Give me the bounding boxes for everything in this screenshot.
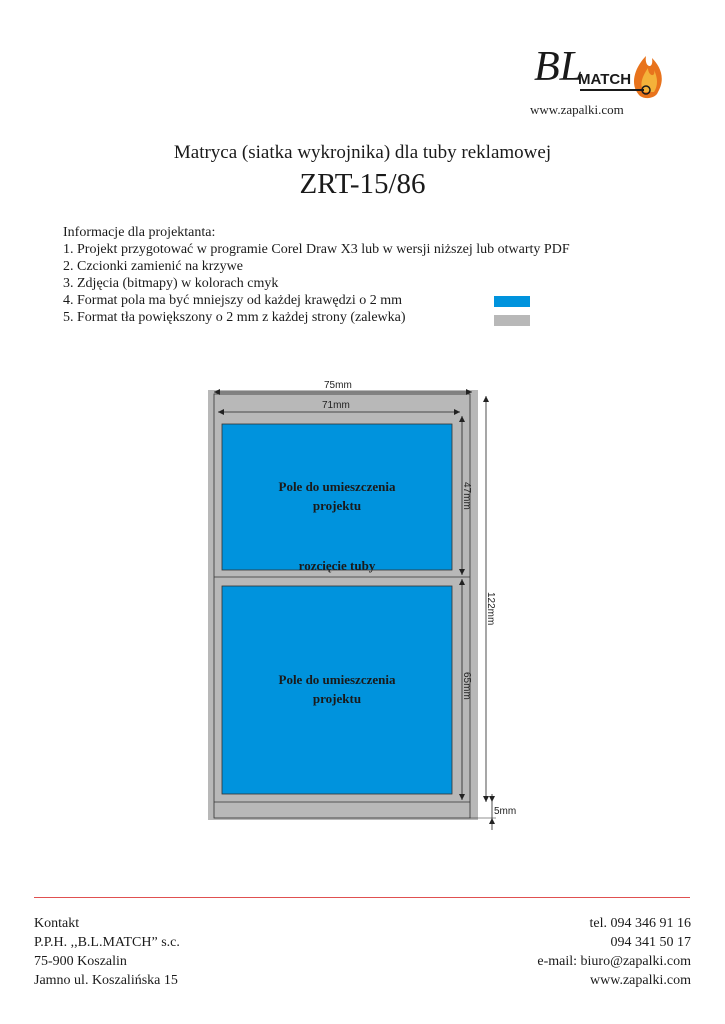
page-title: ZRT-15/86 <box>299 168 426 200</box>
dim-bottom: 5mm <box>494 806 517 817</box>
designer-info <box>63 224 570 326</box>
info-item: 4. Format pola ma być mniejszy od każdej krawędzi o 2 mm <box>63 293 403 308</box>
dim-lower-height: 65mm <box>461 672 472 700</box>
upper-field-label-1: Pole do umieszczenia <box>278 479 396 494</box>
footer-contact <box>34 914 180 990</box>
footer-email[interactable]: e-mail: biuro@zapalki.com <box>537 954 691 969</box>
info-item: 1. Projekt przygotować w programie Corel Draw X3 lub w wersji niższej lub otwarty PDF <box>63 242 570 257</box>
info-item: 5. Format tła powiększony o 2 mm z każdej strony (zalewka) <box>63 310 406 325</box>
info-heading: Informacje dla projektanta: <box>63 225 216 240</box>
footer-phone-2[interactable]: 094 341 50 17 <box>610 935 691 950</box>
die-cut-diagram <box>180 370 520 850</box>
dim-total-height: 122mm <box>485 592 496 626</box>
lower-field-label-2: projektu <box>312 691 362 706</box>
dim-inner-width: 71mm <box>322 400 350 411</box>
footer-website[interactable]: www.zapalki.com <box>590 973 691 988</box>
dim-upper-height: 47mm <box>461 482 472 510</box>
footer-company: P.P.H. ,,B.L.MATCH” s.c. <box>34 935 180 950</box>
cut-label: rozcięcie tuby <box>298 558 376 573</box>
legend-background-swatch <box>494 315 530 326</box>
dim-outer-width: 75mm <box>324 380 352 391</box>
footer-city: 75-900 Koszalin <box>34 954 127 969</box>
logo-text: MATCH <box>578 71 632 88</box>
lower-field-label-1: Pole do umieszczenia <box>278 672 396 687</box>
info-item: 3. Zdjęcia (bitmapy) w kolorach cmyk <box>63 276 279 291</box>
bl-match-logo <box>528 36 678 104</box>
footer-contact-heading: Kontakt <box>34 916 80 931</box>
footer-divider <box>34 897 690 898</box>
lower-design-field <box>222 586 452 794</box>
info-item: 2. Czcionki zamienić na krzywe <box>63 259 243 274</box>
upper-field-label-2: projektu <box>312 498 362 513</box>
logo-initials: BL <box>534 44 584 90</box>
legend-field-swatch <box>494 296 530 307</box>
footer-phones <box>537 914 691 990</box>
header-website[interactable]: www.zapalki.com <box>530 102 624 117</box>
footer-phone-1[interactable]: tel. 094 346 91 16 <box>589 916 691 931</box>
page-subtitle: Matryca (siatka wykrojnika) dla tuby reklamowej <box>173 142 552 163</box>
footer-street: Jamno ul. Koszalińska 15 <box>34 973 178 988</box>
upper-design-field <box>222 424 452 570</box>
